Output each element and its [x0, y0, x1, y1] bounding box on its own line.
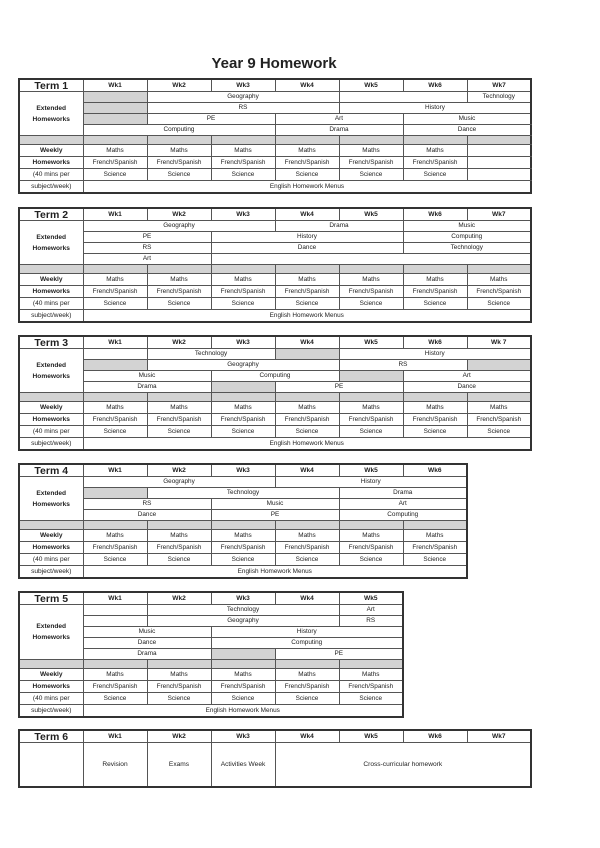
extended-cell: History — [339, 349, 531, 360]
separator-cell — [147, 521, 211, 530]
separator-cell — [211, 393, 275, 402]
extended-cell: Computing — [211, 371, 339, 382]
week-header: Wk2 — [147, 592, 211, 605]
extended-cell: RS — [339, 616, 403, 627]
extended-cell: RS — [147, 103, 339, 114]
week-header: Wk1 — [83, 592, 147, 605]
extended-cell: Computing — [211, 638, 403, 649]
extended-cell: Computing — [339, 510, 467, 521]
weekly-cell: Science — [83, 298, 147, 310]
weekly-cell: Maths — [339, 530, 403, 542]
weekly-cell: Science — [275, 298, 339, 310]
week-header: Wk5 — [339, 208, 403, 221]
weekly-cell: French/Spanish — [83, 681, 147, 693]
weekly-cell — [467, 157, 531, 169]
extended-cell: Dance — [83, 510, 211, 521]
weekly-cell: French/Spanish — [339, 286, 403, 298]
weekly-cell: Maths — [275, 530, 339, 542]
weekly-cell: Science — [403, 554, 467, 566]
week-header: Wk5 — [339, 336, 403, 349]
weekly-cell: Science — [147, 554, 211, 566]
week-header: Wk4 — [275, 464, 339, 477]
schedule-cell: Exams — [147, 743, 211, 788]
week-header: Wk3 — [211, 592, 275, 605]
weekly-cell: Maths — [403, 402, 467, 414]
weekly-cell: French/Spanish — [339, 542, 403, 554]
extended-homeworks-label: Extended Homeworks — [19, 605, 83, 660]
weekly-cell: French/Spanish — [275, 681, 339, 693]
separator-cell — [403, 136, 467, 145]
extended-cell: History — [211, 232, 403, 243]
extended-cell: Technology — [467, 92, 531, 103]
extended-cell: PE — [275, 382, 403, 393]
separator-cell — [403, 521, 467, 530]
extended-cell — [339, 371, 403, 382]
weekly-cell: French/Spanish — [403, 286, 467, 298]
separator-cell — [147, 393, 211, 402]
extended-cell: Technology — [403, 243, 531, 254]
extended-cell: Geography — [147, 360, 339, 371]
weekly-label: Homeworks — [19, 542, 83, 554]
weekly-cell: English Homework Menus — [83, 438, 531, 451]
term-label-cell — [19, 743, 83, 788]
weekly-cell: Maths — [211, 530, 275, 542]
extended-cell: Art — [403, 371, 531, 382]
extended-cell: Computing — [83, 125, 275, 136]
weekly-label: Weekly — [19, 402, 83, 414]
weekly-cell: Maths — [211, 402, 275, 414]
weekly-cell: Maths — [275, 402, 339, 414]
weekly-cell: Maths — [83, 402, 147, 414]
weekly-cell: Science — [403, 426, 467, 438]
extended-cell: Drama — [83, 382, 211, 393]
weekly-label: subject/week) — [19, 181, 83, 194]
weekly-cell: Maths — [467, 274, 531, 286]
separator-cell — [19, 521, 83, 530]
weekly-label: Weekly — [19, 145, 83, 157]
weekly-label: (40 mins per — [19, 693, 83, 705]
weekly-cell: French/Spanish — [339, 157, 403, 169]
weekly-cell: Science — [83, 693, 147, 705]
separator-cell — [403, 393, 467, 402]
term-name: Term 6 — [19, 730, 83, 743]
extended-cell — [211, 254, 531, 265]
weekly-label: Homeworks — [19, 157, 83, 169]
extended-cell: RS — [339, 360, 467, 371]
weekly-cell: Science — [83, 426, 147, 438]
extended-cell — [467, 360, 531, 371]
weekly-cell: Science — [275, 169, 339, 181]
weekly-cell: Maths — [403, 530, 467, 542]
week-header: Wk4 — [275, 208, 339, 221]
week-header: Wk3 — [211, 730, 275, 743]
extended-cell: RS — [83, 243, 211, 254]
week-header: Wk1 — [83, 336, 147, 349]
extended-cell: Geography — [83, 477, 275, 488]
weekly-cell: Science — [83, 169, 147, 181]
weekly-cell: French/Spanish — [147, 681, 211, 693]
weekly-cell: Maths — [467, 402, 531, 414]
weekly-cell: English Homework Menus — [83, 310, 531, 323]
extended-cell: RS — [83, 499, 211, 510]
weekly-cell: Science — [211, 554, 275, 566]
weekly-cell: Science — [339, 554, 403, 566]
separator-cell — [275, 660, 339, 669]
extended-cell: Geography — [147, 616, 339, 627]
weekly-cell: English Homework Menus — [83, 705, 403, 718]
weekly-cell — [467, 145, 531, 157]
term-name: Term 1 — [19, 79, 83, 92]
weekly-label: Homeworks — [19, 414, 83, 426]
weekly-cell: Maths — [147, 274, 211, 286]
week-header: Wk1 — [83, 464, 147, 477]
extended-homeworks-label: Extended Homeworks — [19, 221, 83, 265]
extended-cell: Music — [403, 221, 531, 232]
separator-cell — [83, 521, 147, 530]
weekly-cell: French/Spanish — [147, 542, 211, 554]
week-header: Wk2 — [147, 730, 211, 743]
extended-cell: Art — [83, 254, 211, 265]
extended-cell — [83, 114, 147, 125]
term-name: Term 5 — [19, 592, 83, 605]
weekly-cell: Science — [147, 298, 211, 310]
weekly-label: (40 mins per — [19, 554, 83, 566]
weekly-cell: French/Spanish — [83, 286, 147, 298]
weekly-cell: Science — [211, 169, 275, 181]
separator-cell — [275, 265, 339, 274]
weekly-cell: French/Spanish — [147, 286, 211, 298]
weekly-cell: Maths — [339, 145, 403, 157]
week-header: Wk4 — [275, 592, 339, 605]
extended-cell — [83, 360, 147, 371]
extended-cell: PE — [211, 510, 339, 521]
extended-cell: Music — [403, 114, 531, 125]
extended-cell — [83, 92, 147, 103]
term-table — [18, 463, 468, 579]
weekly-cell: Science — [403, 298, 467, 310]
weekly-cell: Science — [275, 693, 339, 705]
weekly-cell: Science — [339, 298, 403, 310]
extended-cell: Technology — [147, 605, 339, 616]
term-table — [18, 591, 404, 718]
extended-cell: Drama — [83, 649, 211, 660]
weekly-cell: Maths — [83, 274, 147, 286]
separator-cell — [83, 660, 147, 669]
week-header: Wk2 — [147, 464, 211, 477]
term-table — [18, 729, 532, 788]
weekly-cell: Science — [403, 169, 467, 181]
weekly-cell: French/Spanish — [467, 414, 531, 426]
extended-homeworks-label: Extended Homeworks — [19, 92, 83, 136]
weekly-cell: Maths — [275, 669, 339, 681]
weekly-cell: French/Spanish — [211, 681, 275, 693]
page-title: Year 9 Homework — [211, 55, 337, 72]
week-header: Wk2 — [147, 208, 211, 221]
extended-cell — [83, 103, 147, 114]
week-header: Wk6 — [403, 336, 467, 349]
weekly-label: Weekly — [19, 530, 83, 542]
extended-cell: Drama — [275, 221, 403, 232]
separator-cell — [339, 393, 403, 402]
extended-cell: Dance — [83, 638, 211, 649]
extended-cell: Technology — [147, 488, 339, 499]
week-header: Wk7 — [467, 79, 531, 92]
week-header: Wk4 — [275, 336, 339, 349]
extended-cell: Geography — [83, 221, 275, 232]
weekly-cell: Maths — [147, 530, 211, 542]
extended-cell: History — [275, 477, 467, 488]
separator-cell — [19, 393, 83, 402]
schedule-cell: Revision — [83, 743, 147, 788]
separator-cell — [275, 393, 339, 402]
separator-cell — [211, 136, 275, 145]
extended-cell: Music — [211, 499, 339, 510]
term-table — [18, 78, 532, 194]
weekly-cell: French/Spanish — [467, 286, 531, 298]
weekly-cell: French/Spanish — [339, 681, 403, 693]
extended-homeworks-label: Extended Homeworks — [19, 349, 83, 393]
week-header: Wk3 — [211, 464, 275, 477]
weekly-cell: Science — [275, 554, 339, 566]
week-header: Wk4 — [275, 79, 339, 92]
week-header: Wk 7 — [467, 336, 531, 349]
extended-cell: Art — [339, 605, 403, 616]
weekly-cell: Maths — [275, 145, 339, 157]
extended-cell: PE — [83, 232, 211, 243]
weekly-cell: Maths — [83, 669, 147, 681]
term-table — [18, 207, 532, 323]
week-header: Wk7 — [467, 730, 531, 743]
weekly-label: Weekly — [19, 274, 83, 286]
weekly-cell: French/Spanish — [275, 414, 339, 426]
weekly-cell: Science — [467, 298, 531, 310]
extended-cell: Art — [339, 499, 467, 510]
week-header: Wk2 — [147, 336, 211, 349]
extended-cell — [275, 349, 339, 360]
separator-cell — [147, 265, 211, 274]
extended-cell: Music — [83, 627, 211, 638]
extended-cell: PE — [275, 649, 403, 660]
separator-cell — [211, 521, 275, 530]
week-header: Wk1 — [83, 208, 147, 221]
extended-cell: Music — [83, 371, 211, 382]
extended-cell — [83, 605, 147, 616]
weekly-cell: Maths — [147, 402, 211, 414]
week-header: Wk1 — [83, 730, 147, 743]
weekly-cell: Maths — [403, 145, 467, 157]
weekly-label: subject/week) — [19, 705, 83, 718]
weekly-label: subject/week) — [19, 310, 83, 323]
weekly-cell: Maths — [275, 274, 339, 286]
separator-cell — [147, 660, 211, 669]
weekly-cell: French/Spanish — [211, 286, 275, 298]
weekly-cell: Science — [275, 426, 339, 438]
week-header: Wk1 — [83, 79, 147, 92]
weekly-cell: French/Spanish — [339, 414, 403, 426]
weekly-label: (40 mins per — [19, 426, 83, 438]
extended-cell — [211, 382, 275, 393]
weekly-cell: Science — [339, 169, 403, 181]
weekly-cell — [467, 169, 531, 181]
week-header: Wk3 — [211, 336, 275, 349]
extended-cell — [339, 92, 467, 103]
weekly-cell: French/Spanish — [403, 157, 467, 169]
schedule-cell: Cross-curricular homework — [275, 743, 531, 788]
separator-cell — [339, 660, 403, 669]
separator-cell — [275, 136, 339, 145]
separator-cell — [83, 136, 147, 145]
weekly-label: (40 mins per — [19, 298, 83, 310]
term-name: Term 3 — [19, 336, 83, 349]
weekly-label: Homeworks — [19, 286, 83, 298]
week-header: Wk5 — [339, 730, 403, 743]
weekly-cell: English Homework Menus — [83, 181, 531, 194]
separator-cell — [339, 521, 403, 530]
week-header: Wk2 — [147, 79, 211, 92]
weekly-cell: Maths — [147, 669, 211, 681]
week-header: Wk6 — [403, 730, 467, 743]
week-header: Wk6 — [403, 79, 467, 92]
week-header: Wk5 — [339, 464, 403, 477]
week-header: Wk4 — [275, 730, 339, 743]
weekly-cell: French/Spanish — [83, 414, 147, 426]
separator-cell — [211, 660, 275, 669]
extended-cell: Dance — [211, 243, 403, 254]
weekly-label: subject/week) — [19, 438, 83, 451]
weekly-cell: Science — [147, 693, 211, 705]
weekly-cell: Maths — [147, 145, 211, 157]
weekly-cell: Maths — [83, 145, 147, 157]
weekly-cell: Maths — [211, 145, 275, 157]
weekly-cell: Science — [211, 298, 275, 310]
separator-cell — [467, 136, 531, 145]
weekly-cell: Science — [147, 426, 211, 438]
weekly-label: Homeworks — [19, 681, 83, 693]
weekly-cell: French/Spanish — [211, 157, 275, 169]
extended-homeworks-label: Extended Homeworks — [19, 477, 83, 521]
week-header: Wk7 — [467, 208, 531, 221]
weekly-cell: Science — [467, 426, 531, 438]
weekly-cell: Maths — [339, 274, 403, 286]
separator-cell — [83, 393, 147, 402]
week-header: Wk3 — [211, 208, 275, 221]
weekly-cell: Maths — [403, 274, 467, 286]
term-name: Term 4 — [19, 464, 83, 477]
weekly-cell: Science — [211, 693, 275, 705]
extended-cell: Drama — [275, 125, 403, 136]
weekly-label: (40 mins per — [19, 169, 83, 181]
weekly-cell: Science — [339, 693, 403, 705]
weekly-cell: French/Spanish — [83, 157, 147, 169]
schedule-cell: Activities Week — [211, 743, 275, 788]
weekly-cell: French/Spanish — [147, 157, 211, 169]
separator-cell — [147, 136, 211, 145]
weekly-cell: Maths — [83, 530, 147, 542]
separator-cell — [19, 660, 83, 669]
weekly-cell: French/Spanish — [83, 542, 147, 554]
weekly-cell: Maths — [211, 274, 275, 286]
weekly-cell: Science — [83, 554, 147, 566]
extended-cell: Technology — [147, 349, 275, 360]
weekly-cell: French/Spanish — [403, 414, 467, 426]
extended-cell: Art — [275, 114, 403, 125]
week-header: Wk5 — [339, 592, 403, 605]
week-header: Wk3 — [211, 79, 275, 92]
term-table — [18, 335, 532, 451]
extended-cell: Geography — [147, 92, 339, 103]
weekly-cell: French/Spanish — [403, 542, 467, 554]
weekly-cell: French/Spanish — [275, 157, 339, 169]
extended-cell: Dance — [403, 125, 531, 136]
weekly-cell: Maths — [339, 402, 403, 414]
extended-cell: Computing — [403, 232, 531, 243]
week-header: Wk5 — [339, 79, 403, 92]
extended-cell — [83, 616, 147, 627]
weekly-label: subject/week) — [19, 566, 83, 579]
weekly-cell: Science — [147, 169, 211, 181]
extended-cell: Drama — [339, 488, 467, 499]
weekly-cell: Maths — [339, 669, 403, 681]
extended-cell — [83, 488, 147, 499]
weekly-cell: French/Spanish — [275, 286, 339, 298]
separator-cell — [467, 265, 531, 274]
separator-cell — [19, 265, 83, 274]
weekly-cell: Maths — [211, 669, 275, 681]
separator-cell — [339, 265, 403, 274]
separator-cell — [19, 136, 83, 145]
extended-cell — [211, 649, 275, 660]
weekly-cell: French/Spanish — [147, 414, 211, 426]
weekly-cell: French/Spanish — [275, 542, 339, 554]
weekly-cell: French/Spanish — [211, 542, 275, 554]
separator-cell — [211, 265, 275, 274]
separator-cell — [339, 136, 403, 145]
weekly-cell: Science — [339, 426, 403, 438]
separator-cell — [275, 521, 339, 530]
term-name: Term 2 — [19, 208, 83, 221]
separator-cell — [467, 393, 531, 402]
separator-cell — [83, 265, 147, 274]
weekly-cell: Science — [211, 426, 275, 438]
weekly-label: Weekly — [19, 669, 83, 681]
week-header: Wk6 — [403, 208, 467, 221]
extended-cell: History — [339, 103, 531, 114]
extended-cell: PE — [147, 114, 275, 125]
extended-cell: History — [211, 627, 403, 638]
weekly-cell: French/Spanish — [211, 414, 275, 426]
week-header: Wk6 — [403, 464, 467, 477]
separator-cell — [403, 265, 467, 274]
weekly-cell: English Homework Menus — [83, 566, 467, 579]
extended-cell — [83, 349, 147, 360]
extended-cell: Dance — [403, 382, 531, 393]
